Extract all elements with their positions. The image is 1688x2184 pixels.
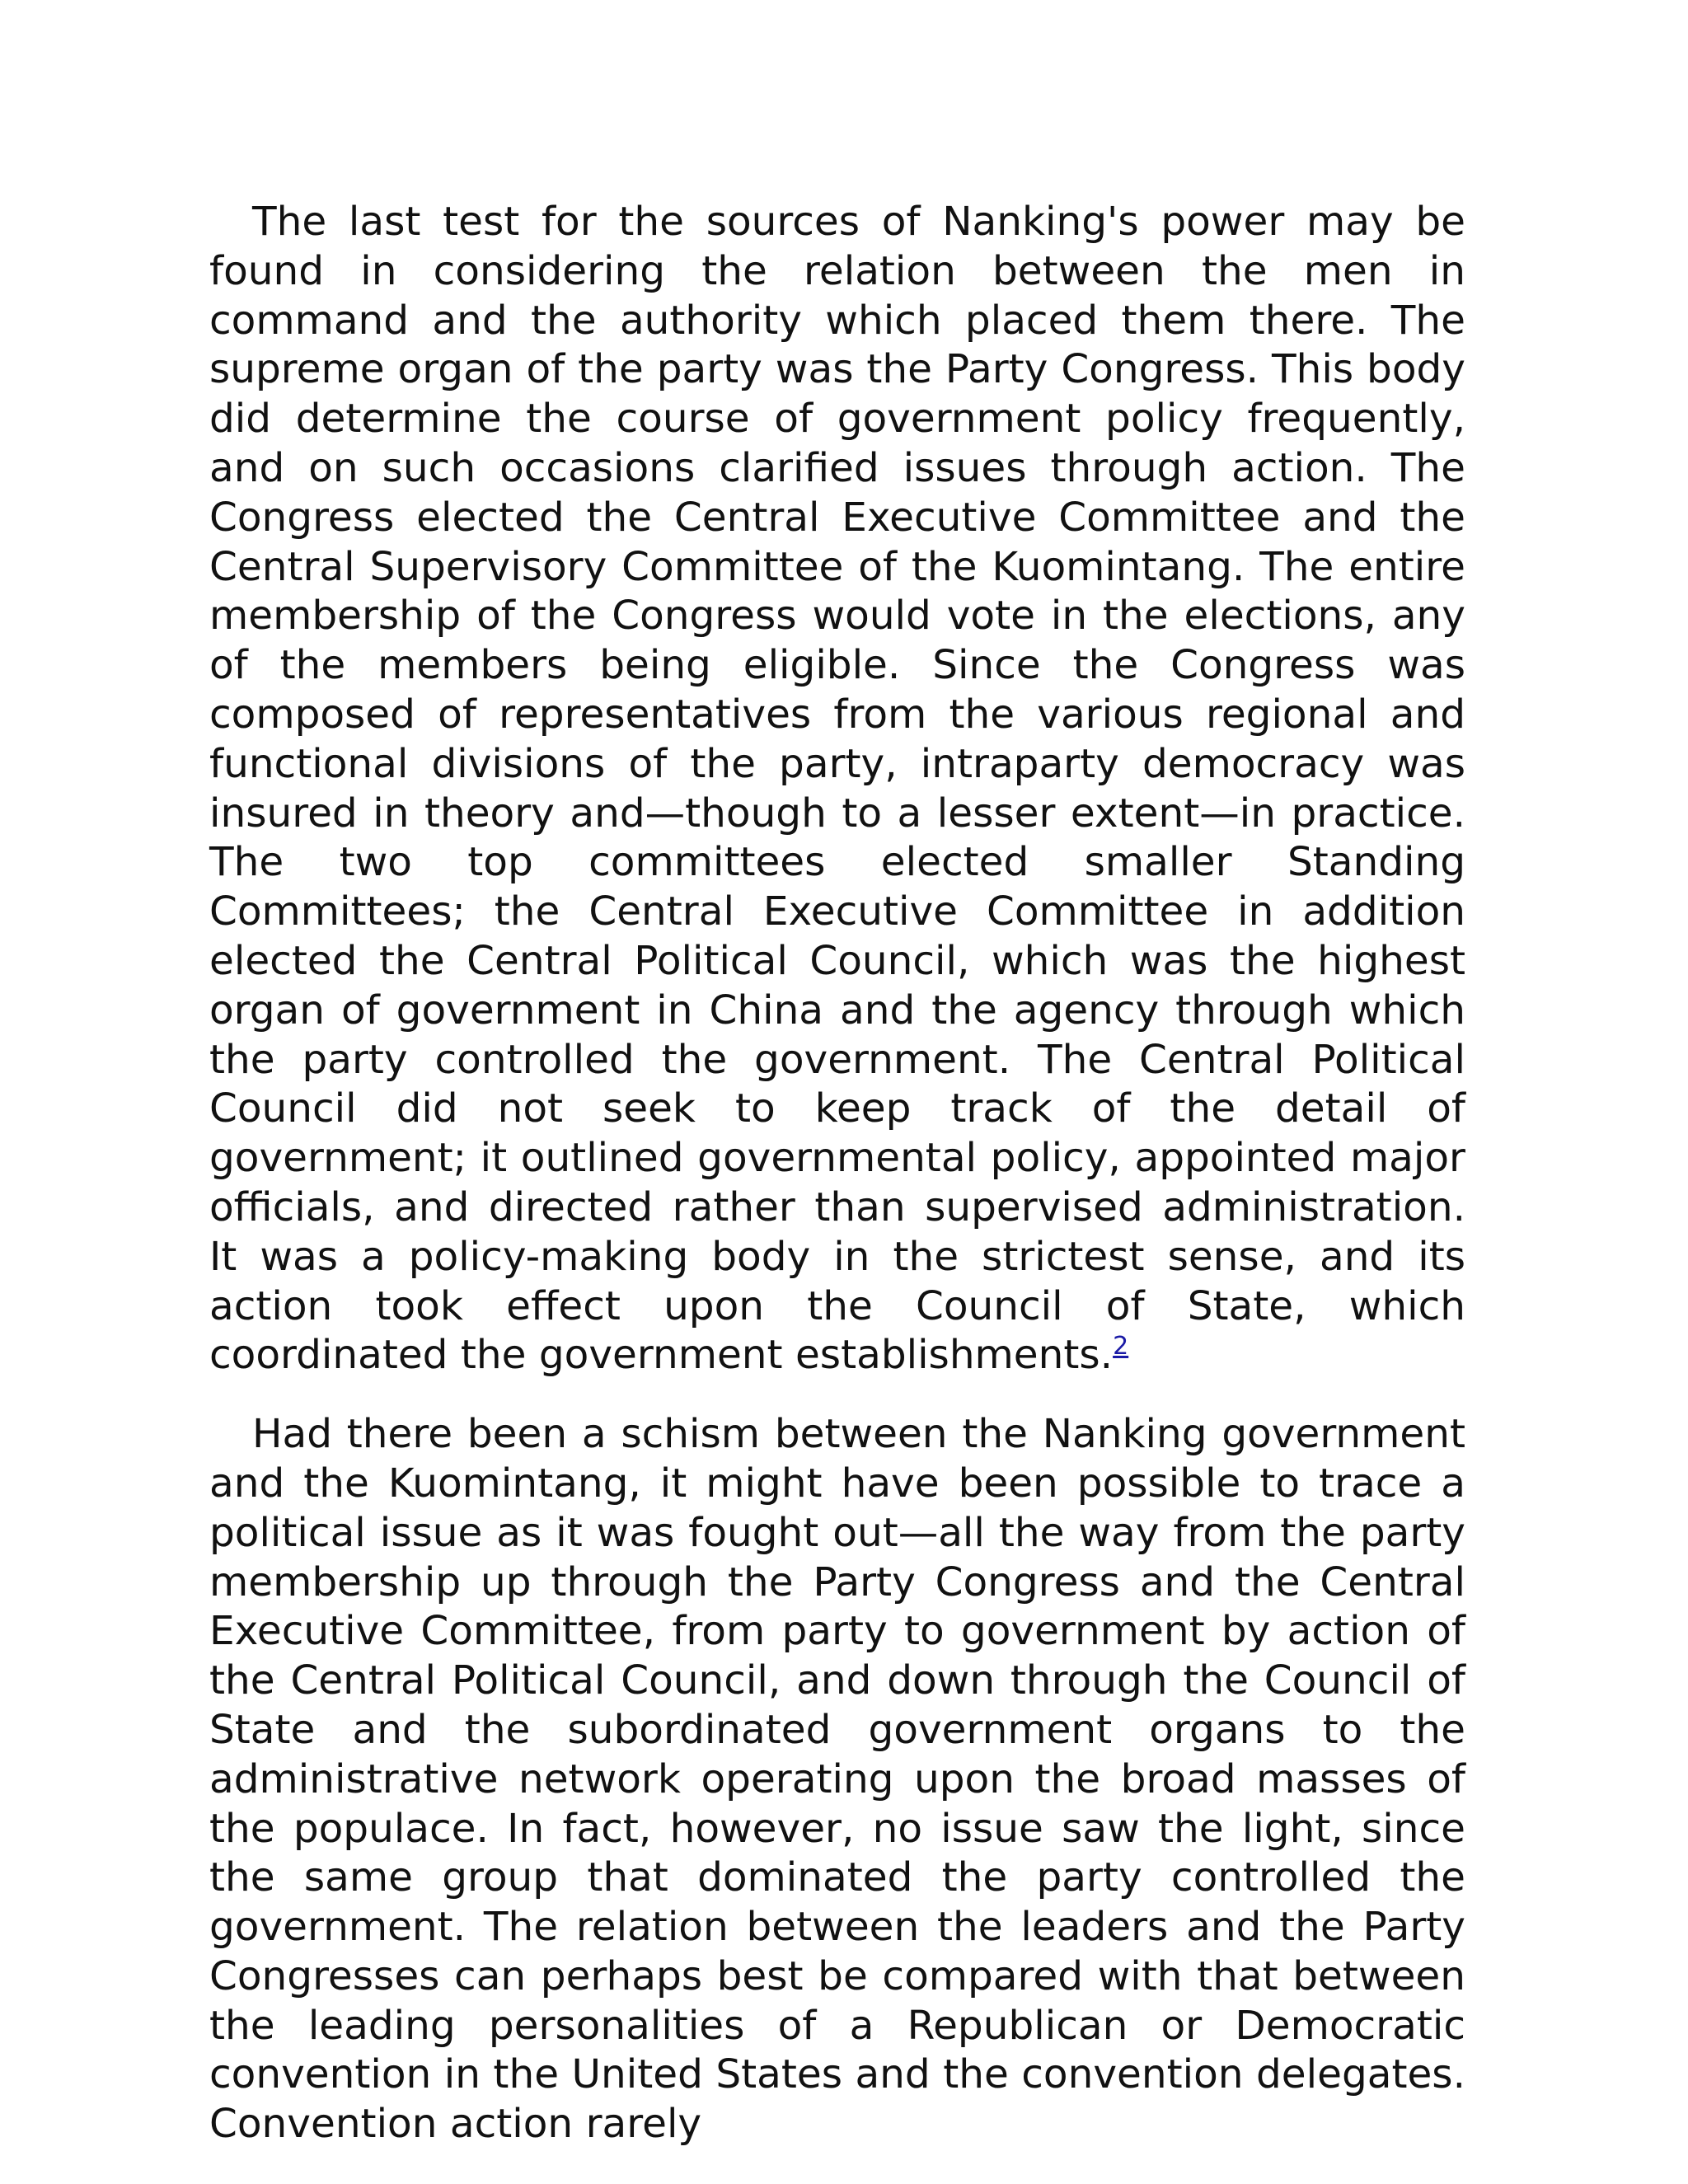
footnote-link-2[interactable]: 2	[1113, 1332, 1129, 1361]
paragraph-1-text: The last test for the sources of Nanking's power may be found in considering the relation between the men in command and the authority which placed them there. The supreme organ of the party was the Party Congress. This body did determine the course of government policy frequently, and on such occasions clarified issues through action. The Congress elected the Central Executive Committee and the Central Supervisory Committee of the Kuomintang. The entire membership of the Congress would vote in the elections, any of the members being eligible. Since the Congress was composed of representatives from the various regional and functional divisions of the party, intraparty democracy was insured in theory and—though to a lesser extent—in practice. The two top committees elected smaller Standing Committees; the Central Executive Committee in addition elected the Central Political Council, which was the highest organ of government in China and the agency through which the party controlled the government. The Central Political Council did not seek to keep track of the detail of government; it outlined governmental policy, appointed major officials, and directed rather than supervised administration. It was a policy-making body in the strictest sense, and its action took effect upon the Council of State, which coordinated the government establishments.	[209, 199, 1465, 1379]
paragraph-2	[209, 1410, 1465, 2149]
paragraph-1	[209, 198, 1465, 1380]
document-body	[209, 198, 1465, 2179]
paragraph-2-text: Had there been a schism between the Nanking government and the Kuomintang, it might have been possible to trace a political issue as it was fought out—all the way from the party membership up through the Party Congress and the Central Executive Committee, from party to government by action of the Central Political Council, and down through the Council of State and the subordinated government organs to the administrative network operating upon the broad masses of the populace. In fact, however, no issue saw the light, since the same group that dominated the party controlled the government. The relation between the leaders and the Party Congresses can perhaps best be compared with that between the leading personalities of a Republican or Democratic convention in the United States and the convention delegates. Convention action rarely	[209, 1411, 1465, 2148]
